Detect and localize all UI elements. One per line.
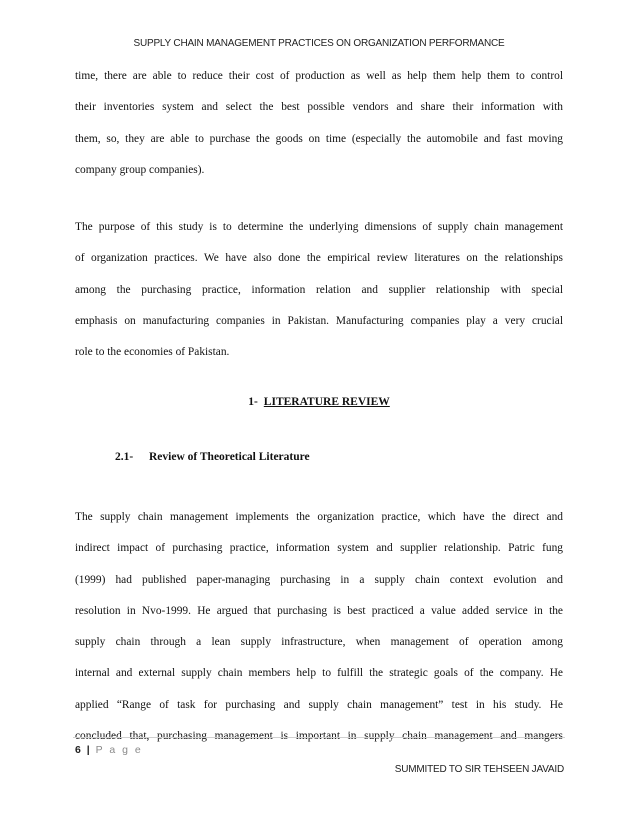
paragraph-purpose	[75, 220, 563, 376]
text-line: (1999) had published paper-managing purchasing in a supply chain context evolution and	[75, 573, 563, 586]
text-line: company group companies).	[75, 163, 205, 176]
text-line: The supply chain management implements the organization practice, which have the direct and	[75, 511, 563, 523]
page-number-value: 6	[75, 744, 81, 756]
running-header: SUPPLY CHAIN MANAGEMENT PRACTICES ON ORGANIZATION PERFORMANCE	[133, 38, 505, 49]
text-line: indirect impact of purchasing practice, information system and supplier relationship. Patric fung	[75, 542, 563, 555]
subsection-title: Review of Theoretical Literature	[149, 451, 310, 463]
text-line: role to the economies of Pakistan.	[75, 346, 230, 359]
subsection-number: 2.1-	[115, 451, 134, 463]
page-number-separator: |	[86, 744, 90, 756]
text-line: time, there are able to reduce their cost of production as well as help them help them to control	[75, 70, 563, 82]
footer-divider	[73, 737, 565, 738]
section-heading	[0, 396, 638, 408]
text-line: among the purchasing practice, information relation and supplier relationship with special	[75, 283, 563, 296]
text-line: applied “Range of task for purchasing and supply chain management” test in his study. He	[75, 698, 563, 711]
text-line: of organization practices. We have also done the empirical review literatures on the relationships	[75, 252, 563, 265]
text-line: supply chain through a lean supply infrastructure, when management of operation among	[75, 636, 563, 649]
section-number: 1-	[248, 396, 258, 408]
page-label: P a g e	[95, 744, 143, 756]
page-number	[75, 744, 143, 756]
text-line: The purpose of this study is to determine the underlying dimensions of supply chain management	[75, 221, 563, 233]
text-line: concluded that, purchasing management is important in supply chain management and mangers	[75, 730, 563, 743]
submitted-to: SUMMITED TO SIR TEHSEEN JAVAID	[394, 764, 564, 775]
text-line: emphasis on manufacturing companies in Pakistan. Manufacturing companies play a very crucial	[75, 314, 563, 327]
text-line: resolution in Nvo-1999. He argued that purchasing is best practiced a value added service in the	[75, 604, 563, 617]
text-line: their inventories system and select the best possible vendors and share their information with	[75, 101, 563, 114]
text-line: internal and external supply chain members help to fulfill the strategic goals of the company. He	[75, 667, 563, 680]
subsection-heading	[115, 451, 310, 463]
paragraph-literature	[75, 510, 563, 760]
paragraph-continuation	[75, 69, 563, 194]
section-title: LITERATURE REVIEW	[263, 396, 390, 408]
text-line: them, so, they are able to purchase the goods on time (especially the automobile and fast moving	[75, 132, 563, 145]
